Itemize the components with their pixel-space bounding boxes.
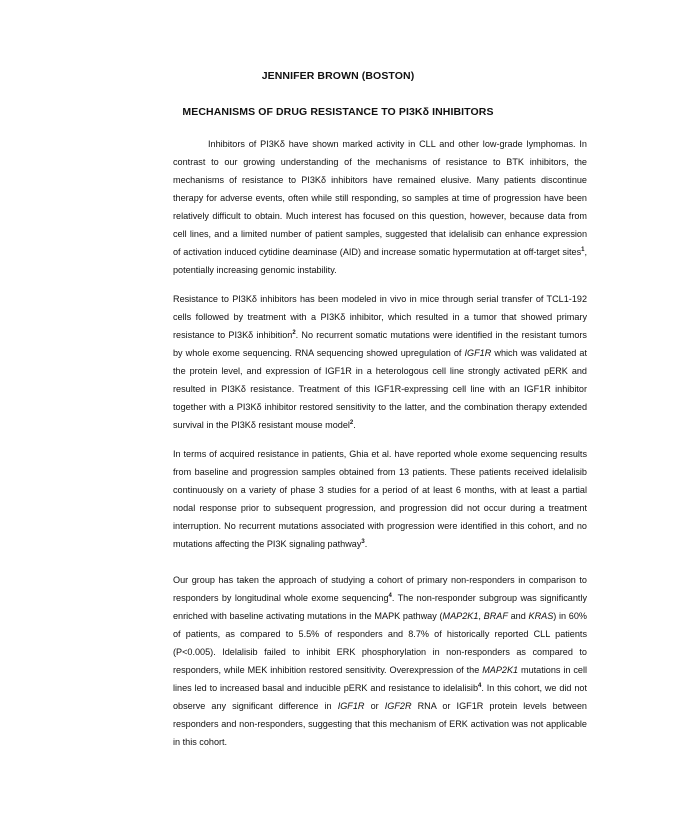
text-run: Resistance to PI3Kδ inhibitors has been modeled in vivo in mice through serial transfer of TCL1-192 cells followed by treatment with a PI3Kδ inhibitor, which resulted in a tumor that showed primary resistance to PI3Kδ inhibition	[173, 294, 587, 340]
paragraph-introduction	[173, 135, 587, 279]
citation-superscript: 4	[388, 593, 392, 599]
gene-name: IGF1R	[337, 701, 365, 711]
document-title: MECHANISMS OF DRUG RESISTANCE TO PI3Kδ INHIBITORS	[182, 106, 494, 118]
text-run: . The non-responder subgroup was significantly enriched with baseline activating mutations in the MAPK pathway (	[173, 593, 587, 621]
text-run: . No recurrent somatic mutations were identified in the resistant tumors by whole exome sequencing. RNA sequencing showed upregulation of	[173, 330, 587, 358]
text-run: .	[353, 420, 356, 430]
paragraph-acquired-resistance	[173, 445, 587, 553]
citation-superscript: 2	[349, 420, 354, 426]
author-heading: JENNIFER BROWN (BOSTON)	[261, 70, 415, 82]
text-run: which was validated at the protein level, and expression of IGF1R in a heterologous cell line strongly activated pERK and resulted in PI3Kδ resistance. Treatment of this IGF1R-expressing cell line with an IGF1R inhibitor together with a PI3Kδ inhibitor restored sensitivity to the latter, and the combination therapy extended survival in the PI3Kδ resistant mouse model	[173, 348, 587, 430]
text-run: ,	[478, 611, 484, 621]
text-run: Inhibitors of PI3Kδ have shown marked activity in CLL and other low-grade lymphomas. In contrast to our growing understanding of the mechanisms of resistance to BTK inhibitors, the mechanisms of resistance to PI3Kδ inhibitors have remained elusive. Many patients discontinue therapy for adverse events, often while still responding, so samples at time of progression have been relatively difficult to obtain. Much interest has focused on this question, however, because data from cell lines, and a limited number of patient samples, suggested that idelalisib can enhance expression of activation induced cytidine deaminase (AID) and increase somatic hypermutation at off-target sites	[173, 139, 587, 257]
citation-superscript: 4	[478, 683, 482, 689]
paragraph-mouse-model	[173, 290, 587, 434]
gene-name: KRAS	[528, 611, 554, 621]
text-run: , potentially increasing genomic instability.	[173, 247, 587, 275]
text-run: and	[507, 611, 529, 621]
text-run: In terms of acquired resistance in patients, Ghia et al. have reported whole exome sequencing results from baseline and progression samples obtained from 13 patients. These patients received idelalisib continuously on a variety of phase 3 studies for a period of at least 6 months, with at least a partial nodal response prior to subsequent progression, and progression did not occur during a treatment interruption. No recurrent mutations associated with progression were identified in this cohort, and no mutations affecting the PI3K signaling pathway	[173, 449, 587, 549]
gene-name: MAP2K1	[442, 611, 479, 621]
gene-name: MAP2K1	[482, 665, 519, 675]
text-run: .	[364, 539, 368, 549]
text-run: Our group has taken the approach of studying a cohort of primary non-responders in comparison to responders by longitudinal whole exome sequencing	[173, 575, 587, 603]
paragraph-our-group	[173, 571, 587, 751]
text-run: or	[364, 701, 385, 711]
text-run: mutations in cell lines led to increased basal and inducible pERK and resistance to idelalisib	[173, 665, 587, 693]
gene-name: BRAF	[483, 611, 508, 621]
gene-name: IGF2R	[384, 701, 412, 711]
text-run: ) in 60% of patients, as compared to 5.5% of responders and 8.7% of historically reported CLL patients (P<0.005). Idelalisib failed to inhibit ERK phosphorylation in non-responders as compared to responders, while MEK inhibition restored sensitivity. Overexpression of the	[173, 611, 587, 675]
gene-name: IGF1R	[464, 348, 492, 358]
text-run: . In this cohort, we did not observe any significant difference in	[173, 683, 587, 711]
text-run: RNA or IGF1R protein levels between responders and non-responders, suggesting that this mechanism of ERK activation was not applicable in this cohort.	[173, 701, 587, 747]
citation-superscript: 2	[292, 330, 296, 336]
citation-superscript: 3	[361, 539, 365, 545]
citation-superscript: 1	[581, 247, 585, 253]
